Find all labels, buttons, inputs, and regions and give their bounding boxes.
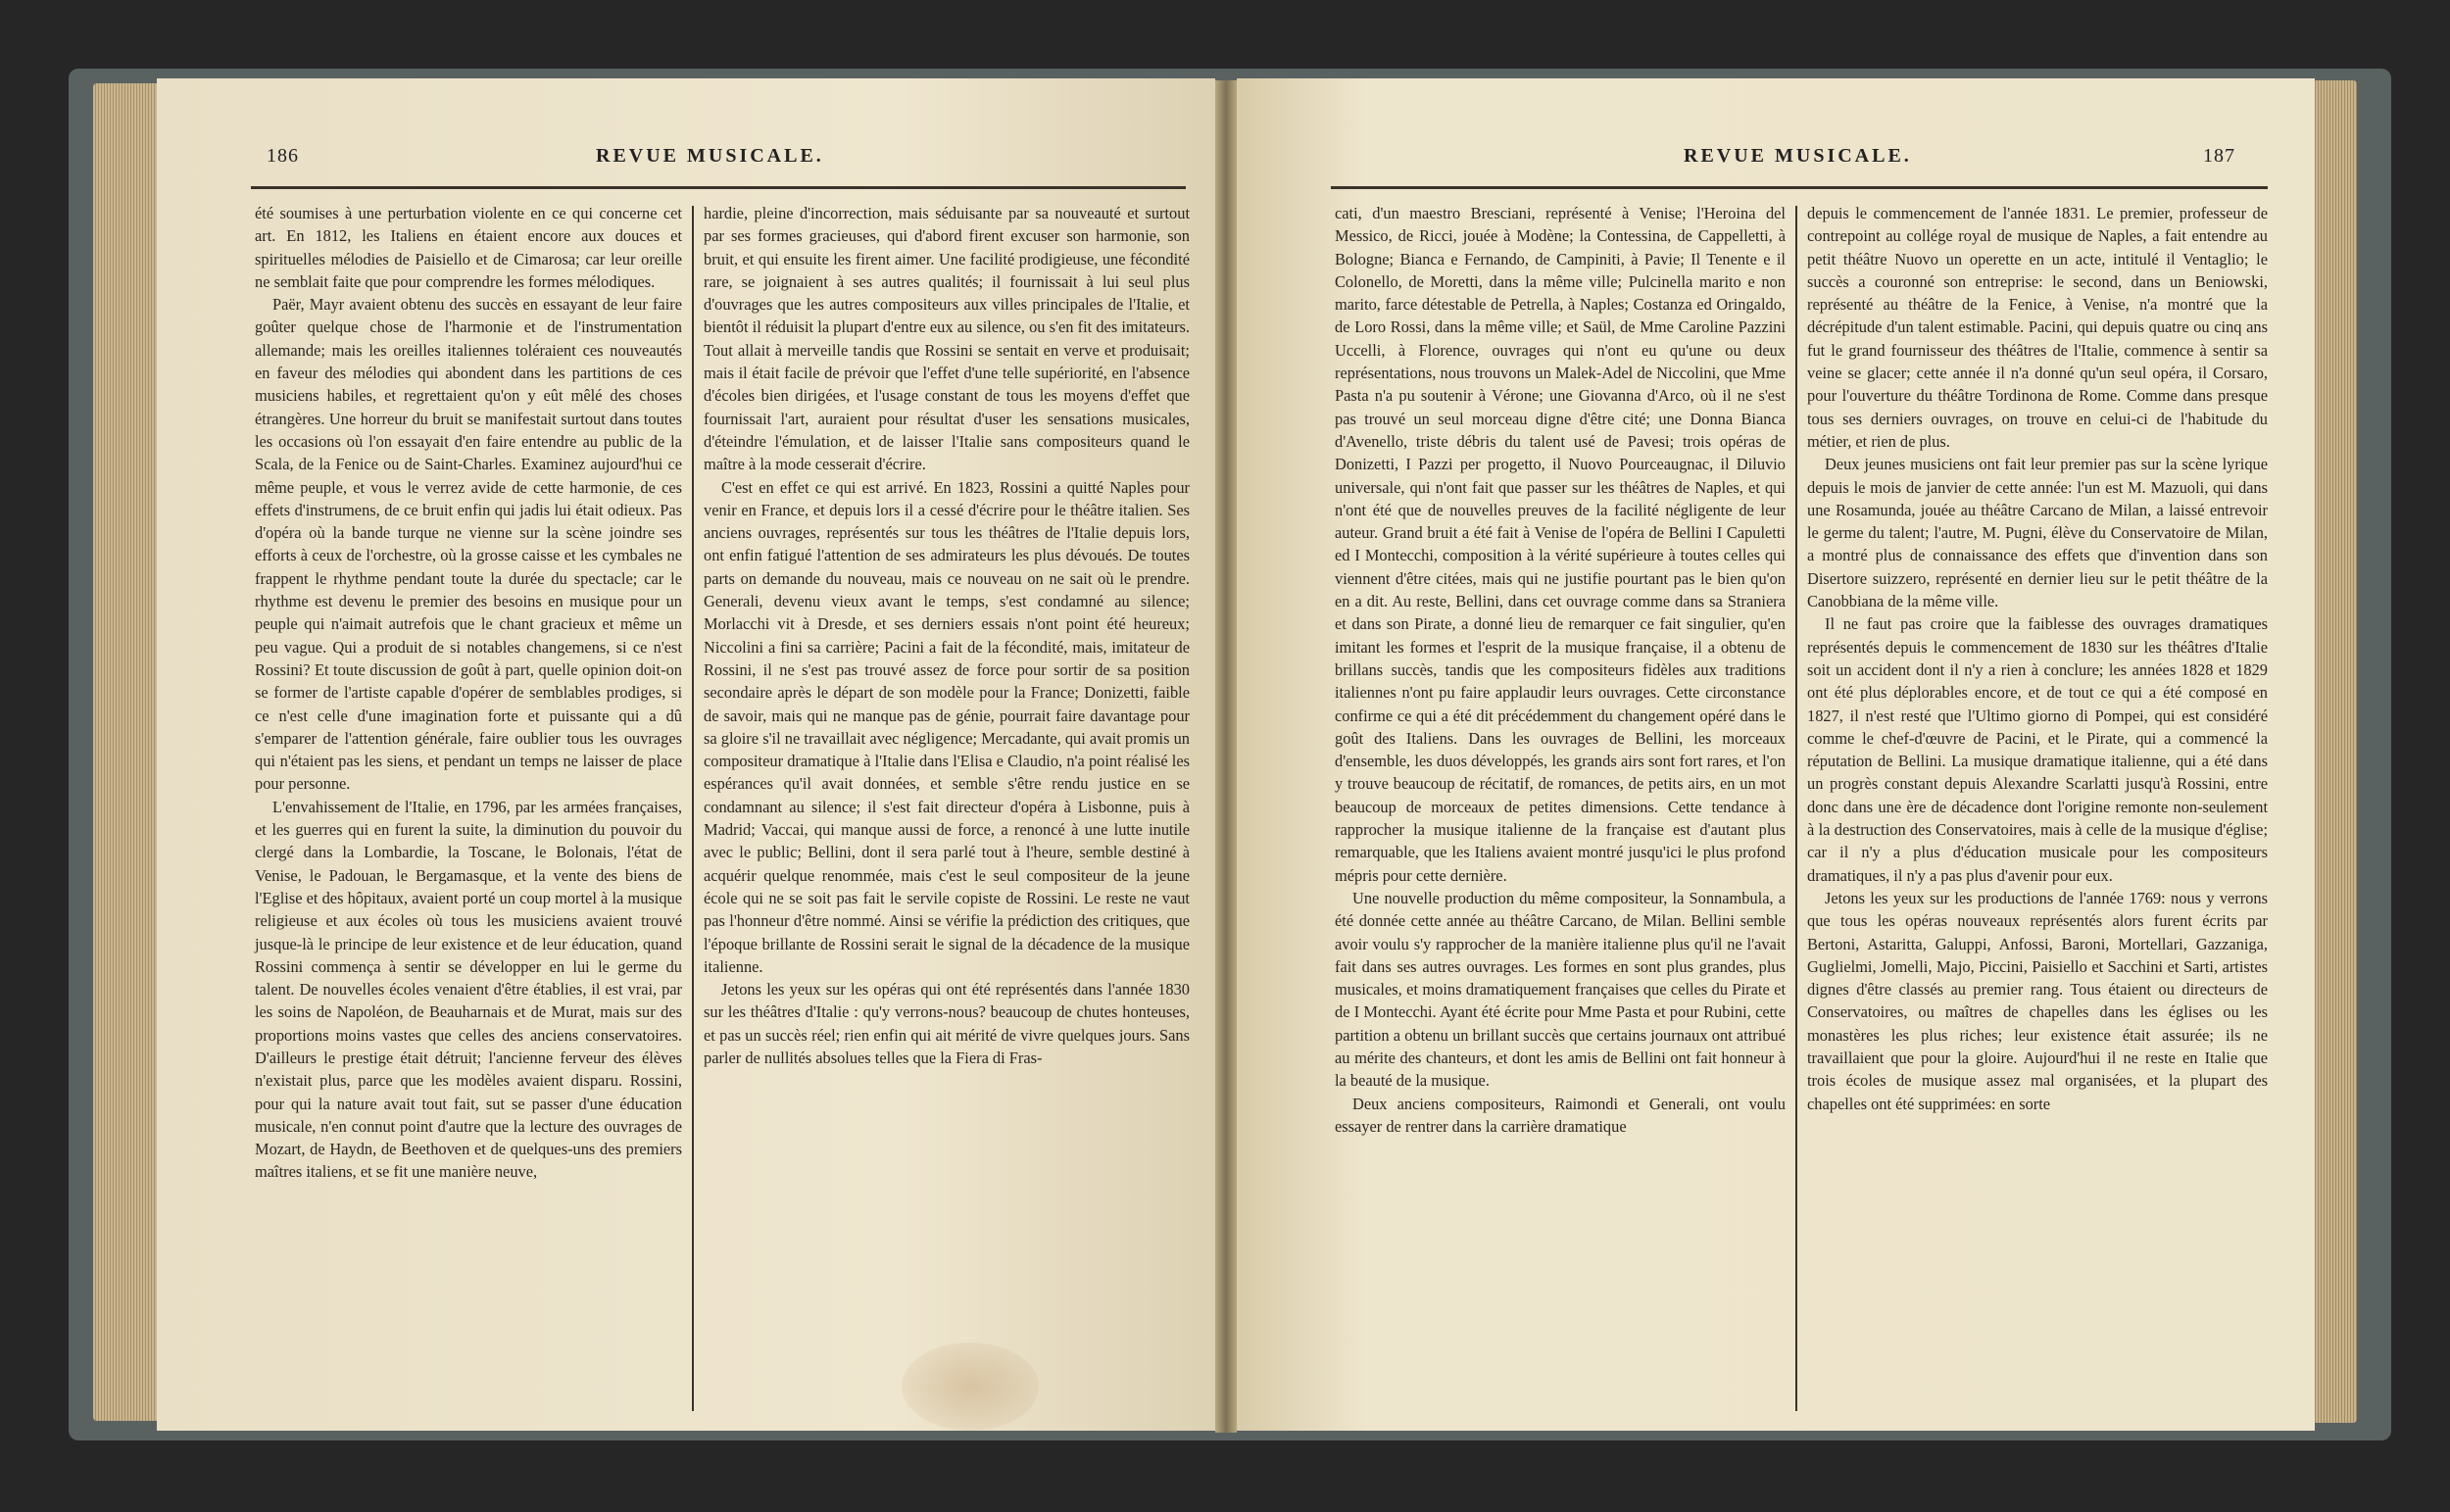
paragraph: Paër, Mayr avaient obtenu des succès en essayant de leur faire goûter quelque chose de l'harmonie et de l'instrumentation allemande; mais les oreilles italiennes toléraient ces nouveautés en faveur des mélodies qui abondent dans les partitions de ces musiciens habiles, et regrettaient qu'on y eût mêlé des choses étrangères. Une horreur du bruit se manifestait surtout dans toutes les occasions où l'on essayait d'en faire entendre au public de la Scala, de la Fenice ou de Saint-Charles. Examinez aujourd'hui ce même peuple, et vous le verrez avide de cette harmonie, de ces effets d'instrumens, de ce bruit enfin qui jadis lui était odieux. Pas d'opéra où la bande turque ne vienne sur la scène joindre ses efforts à ceux de l'orchestre, où la grosse caisse et les cymbales ne frappent le rhythme pendant toute la durée du spectacle; car le rhythme est devenu le premier des besoins en musique pour un peuple qui n'aimait autrefois que le chant gracieux et même un peu vague. Qui a produit de si notables changemens, si ce n'est Rossini? Et toute discussion de goût à part, quelle opinion doit-on se former de l'artiste capable d'opérer de semblables prodiges, si ce n'est celle d'une imagination forte et puissante qui a dû s'emparer de l'attention générale, faire oublier tous les ouvrages qui n'étaient pas les siens, et pendant un temps ne laisser de place pour personne. bbox=[255, 295, 682, 794]
paragraph: Il ne faut pas croire que la faiblesse des ouvrages dramatiques représentés depuis le commencement de 1830 sur les théâtres d'Italie soit un accident dont il n'y a rien à conclure; les années 1828 et 1829 ont été plus déplorables encore, et de tout ce qui a été composé en 1827, il n'est resté que l'Ultimo giorno di Pompei, qui est considéré comme le chef-d'œuvre de Pacini, et le Pirate, qui a commencé la réputation de Bellini. La musique dramatique italienne, qui a été dans un progrès constant depuis Alexandre Scarlatti jusqu'à Rossini, entre donc dans une ère de décadence dont l'origine remonte non-seulement à la destruction des Conservatoires, mais à celle de la musique d'église; car il n'y a plus d'éducation musicale pour les compositeurs dramatiques, il n'y a pas plus d'avenir pour eux. bbox=[1807, 614, 2268, 885]
paragraph: Jetons les yeux sur les productions de l'année 1769: nous y verrons que tous les opéras nouveaux représentés alors furent écrits par Bertoni, Astaritta, Galuppi, Anfossi, Baroni, Mortellari, Gazzaniga, Guglielmi, Jomelli, Majo, Piccini, Paisiello et Sacchini et Sarti, artistes dignes d'être classés au premier rang. Tous étaient ou directeurs de Conservatoires, ou maîtres de chapelles dans les églises ou les monastères les plus riches; leur existence était assurée; ils ne travaillaient que pour la gloire. Aujourd'hui il ne reste en Italie que trois écoles de musique assez mal organisées, et la plupart des chapelles ont été supprimées: en sorte bbox=[1807, 888, 2268, 1113]
paragraph: Deux anciens compositeurs, Raimondi et Generali, ont voulu essayer de rentrer dans la carrière dramatique bbox=[1335, 1094, 1786, 1136]
running-title-right: REVUE MUSICALE. bbox=[1684, 145, 1912, 167]
paragraph: Jetons les yeux sur les opéras qui ont été représentés dans l'année 1830 sur les théâtres d'Italie : qu'y verrons-nous? beaucoup de chutes honteuses, et pas un succès réel; rien enfin qui ait mérité de vivre quelques jours. Sans parler de nullités absolues telles que la Fiera di Fras- bbox=[704, 980, 1190, 1067]
paragraph: C'est en effet ce qui est arrivé. En 1823, Rossini a quitté Naples pour venir en France, et depuis lors il a cessé d'écrire pour le théâtre italien. Ses anciens ouvrages, représentés sur tous les théâtres de l'Italie depuis lors, ont enfin fatigué l'attention de ses admirateurs les plus dévoués. De toutes parts on demande du nouveau, mais ce nouveau on ne sait où le prendre. Generali, devenu vieux avant le temps, s'est condamné au silence; Morlacchi vit à Dresde, et ses derniers essais n'ont point été heureux; Niccolini a fini sa carrière; Pacini a fait de la fécondité, mais, imitateur de Rossini, il ne s'est pas trouvé assez de force pour sortir de sa position secondaire après le départ de son modèle pour la France; Donizetti, faible de savoir, mais qui ne manque pas de génie, pourrait faire davantage pour sa gloire s'il ne travaillait avec négligence; Mercadante, qui avait promis un compositeur dramatique à l'Italie dans l'Elisa e Claudio, n'a point réalisé les espérances qu'il avait données, et semble s'être rendu justice en se condamnant au silence; il s'est fait directeur d'opéra à Lisbonne, puis à Madrid; Vaccai, qui manque aussi de force, a renoncé à une lutte inutile avec le public; Bellini, dont il sera parlé tout à l'heure, semble destiné à acquérir quelque renommée, mais c'est le seul compositeur de la jeune école qui ne se soit pas fait le servile copiste de Rossini. Le reste ne vaut pas l'honneur d'être nommé. Ainsi se vérifie la prédiction des critiques, que l'époque brillante de Rossini serait le signal de la décadence de la musique italienne. bbox=[704, 477, 1190, 976]
page-number-left: 186 bbox=[267, 145, 299, 167]
paragraph: cati, d'un maestro Bresciani, représenté à Venise; l'Heroina del Messico, de Ricci, jouée à Modène; la Contessina, de Cappelletti, à Bologne; Bianca e Fernando, de Campiniti, à Pavie; Il Tenente e il Colonello, de Moretti, dans la même ville; Pulcinella marito e non marito, farce détestable de Petrella, à Naples; Costanza ed Oringaldo, de Loro Rossi, dans la même ville; et Saül, de Mme Caroline Pazzini Uccelli, à Florence, ouvrages qui n'ont eu qu'une ou deux représentations, nous trouvons un Malek-Adel de Niccolini, que Mme Pasta n'a pu soutenir à Vérone; une Giovanna d'Arco, où il ne s'est pas trouvé un seul morceau digne d'être cité; une Donna Bianca d'Avenello, triste débris du talent usé de Pavesi; trois opéras de Donizetti, I Pazzi per progetto, il Nuovo Pourceaugnac, il Diluvio universale, qui n'ont fait que passer sur les théâtres de Naples, et qui n'ont été que de nouvelles preuves de la facilité négligente de leur auteur. Grand bruit a été fait à Venise de l'opéra de Bellini I Capuletti ed I Montecchi, composition à la vérité supérieure à toutes celles qui viennent d'être citées, mais qui ne justifie pourtant pas le bien qu'on en a dit. Au reste, Bellini, dans cet ouvrage comme dans sa Straniera et dans son Pirate, a donné lieu de remarquer ce fait singulier, qu'en imitant les formes et l'esprit de la musique française, il a obtenu de brillans succès, tandis que les compositeurs fidèles aux traditions italiennes n'ont pu faire applaudir leurs ouvrages. Cette circonstance confirme ce qui a été dit précédemment du changement opéré dans le goût des Italiens. Dans les ouvrages de Bellini, les morceaux d'ensemble, les duos développés, les grands airs sont fort rares, et l'on y trouve beaucoup de récitatif, de romances, de petits airs, en un mot beaucoup de morceaux de petites dimensions. Cette tendance à rapprocher la musique italienne de la française est d'autant plus remarquable, que les Italiens avaient montré jusqu'ici le plus profond mépris pour cette dernière. bbox=[1335, 204, 1786, 885]
paper-stain bbox=[902, 1342, 1039, 1431]
paragraph: depuis le commencement de l'année 1831. Le premier, professeur de contrepoint au collége royal de musique de Naples, a fait entendre au petit théâtre Nuovo un operette en un acte, intitulé il Ventaglio; le succès a couronné son entreprise: le second, dans un Beniowski, représenté au théâtre de la Fenice, à Venise, n'a montré que la décrépitude d'un talent estimable. Pacini, qui depuis quatre ou cinq ans fut le grand fournisseur des théâtres de l'Italie, commence à sentir sa veine se glacer; cette année il n'a donné qu'un seul opéra, il Corsaro, pour l'ouverture du théâtre Tordinona de Rome. Comme dans presque tous ses derniers ouvrages, on trouve en celui-ci de l'habitude du métier, et rien de plus. bbox=[1807, 204, 2268, 451]
column-divider-left bbox=[692, 206, 694, 1411]
running-title-left: REVUE MUSICALE. bbox=[596, 145, 824, 167]
column-divider-right bbox=[1795, 206, 1797, 1411]
header-rule-left bbox=[251, 186, 1186, 189]
right-page-edges bbox=[2313, 80, 2357, 1423]
right-page bbox=[1237, 78, 2315, 1431]
paragraph: Deux jeunes musiciens ont fait leur premier pas sur la scène lyrique depuis le mois de janvier de cette année: l'un est M. Mazuoli, qui dans une Rosamunda, jouée au théâtre Carcano de Milan, a laissé entrevoir le germe du talent; l'autre, M. Pugni, élève du Conservatoire de Milan, a montré plus de connaissance des effets que d'invention dans son Disertore suizzero, représenté en dernier lieu sur le petit théâtre de la Canobbiana de la même ville. bbox=[1807, 455, 2268, 611]
left-column-1 bbox=[255, 202, 682, 1184]
paragraph: été soumises à une perturbation violente en ce qui concerne cet art. En 1812, les Italiens en étaient encore aux douces et spirituelles mélodies de Paisiello et de Cimarosa; car leur oreille ne semblait faite que pour comprendre les formes mélodiques. bbox=[255, 204, 682, 291]
left-page-edges bbox=[93, 83, 162, 1421]
paragraph: L'envahissement de l'Italie, en 1796, par les armées françaises, et les guerres qui en furent la suite, la diminution du pouvoir du clergé dans la Lombardie, la Toscane, le Bolonais, l'état de Venise, le Padouan, le Bergamasque, et la vente des biens de l'Eglise et des hôpitaux, avaient porté un coup mortel à la musique religieuse et aux écoles où tous les musiciens avaient trouvé jusque-là le principe de leur existence et de leur éducation, quand Rossini commença à sentir se développer en lui le germe du talent. De nouvelles écoles venaient d'être établies, il est vrai, par les soins de Napoléon, de Beauharnais et de Murat, mais sur des proportions moins vastes que celles des anciens conservatoires. D'ailleurs le prestige était détruit; l'ancienne ferveur des élèves n'existait plus, parce que les modèles avaient disparu. Rossini, pour qui la nature avait tout fait, sut se passer d'une éducation musicale, n'en connut point d'autre que la lecture des ouvrages de Mozart, de Haydn, de Beethoven et de quelques-uns des premiers maîtres italiens, et se fit une manière neuve, bbox=[255, 797, 682, 1182]
right-column-2 bbox=[1807, 202, 2268, 1115]
page-number-right: 187 bbox=[2203, 145, 2235, 167]
right-column-1 bbox=[1335, 202, 1786, 1138]
left-page bbox=[157, 78, 1215, 1431]
left-column-2 bbox=[704, 202, 1190, 1069]
paragraph: hardie, pleine d'incorrection, mais séduisante par sa nouveauté et surtout par ses formes gracieuses, qui d'abord firent excuser son harmonie, son bruit, et qui ensuite les firent aimer. Une facilité prodigieuse, une fécondité rare, se joignaient à ses autres qualités; il fournissait à lui seul plus d'ouvrages que les autres compositeurs aux villes principales de l'Italie, et bientôt il réduisit la plupart d'entre eux au silence, ou s'en fit des imitateurs. Tout allait à merveille tandis que Rossini se sentait en verve et produisait; mais il était facile de prévoir que l'effet d'une telle supériorité, en l'absence d'écoles bien dirigées, et l'usage constant de tous les moyens d'effet que fournissait l'art, auraient pour résultat d'user les sensations musicales, d'éteindre l'émulation, et de laisser l'Italie sans compositeurs quand le maître à la mode cesserait d'écrire. bbox=[704, 204, 1190, 474]
paragraph: Une nouvelle production du même compositeur, la Sonnambula, a été donnée cette année au théâtre Carcano, de Milan. Bellini semble avoir voulu s'y rapprocher de la manière italienne plus qu'il ne l'avait fait dans ses autres ouvrages. Les formes en sont plus grandes, plus musicales, et moins dramatiquement françaises que celles du Pirate et de I Montecchi. Ayant été écrite pour Mme Pasta et pour Rubini, cette partition a obtenu un brillant succès que certains journaux ont attribué au mérite des chanteurs, et dont les amis de Bellini ont fait honneur à la beauté de la musique. bbox=[1335, 888, 1786, 1091]
header-rule-right bbox=[1331, 186, 2268, 189]
book-gutter bbox=[1215, 80, 1237, 1433]
